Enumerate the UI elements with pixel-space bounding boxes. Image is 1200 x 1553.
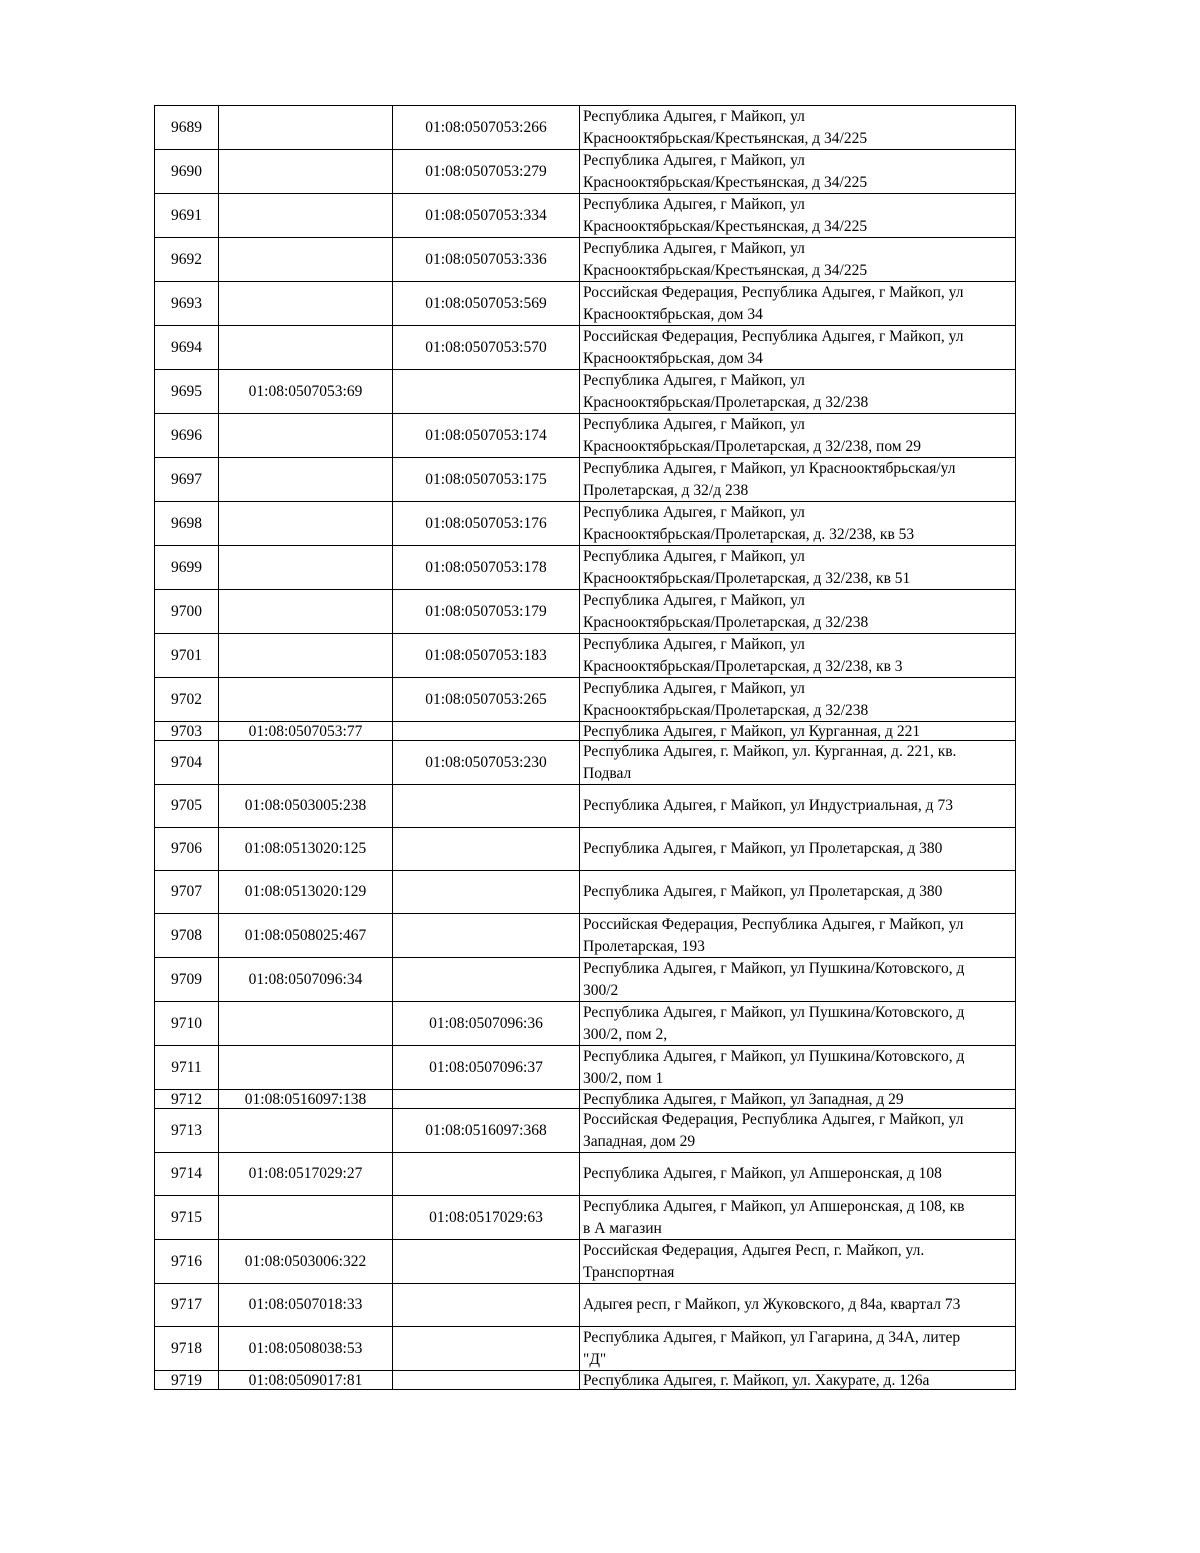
table-row — [155, 1046, 1016, 1090]
address-line: Республика Адыгея, г Майкоп, ул Апшеронская, д 108 — [583, 1165, 942, 1183]
table-row — [155, 1327, 1016, 1371]
object-cadastral-number-cell — [393, 1240, 580, 1284]
land-cadastral-number-cell: 01:08:0513020:129 — [219, 871, 393, 914]
address-line: Республика Адыгея, г Майкоп, ул Пролетарская, д 380 — [583, 883, 943, 901]
address-cell — [580, 1240, 1016, 1284]
object-cadastral-number-cell — [393, 1090, 580, 1109]
object-cadastral-number-cell: 01:08:0507053:176 — [393, 502, 580, 546]
land-cadastral-number-cell: 01:08:0516097:138 — [219, 1090, 393, 1109]
table-row — [155, 722, 1016, 741]
object-cadastral-number-cell: 01:08:0507053:230 — [393, 741, 580, 785]
address-cell — [580, 1046, 1016, 1090]
address-line: Республика Адыгея, г Майкоп, ул — [583, 592, 805, 609]
land-cadastral-number-cell: 01:08:0507096:34 — [219, 958, 393, 1002]
row-number-cell: 9711 — [155, 1046, 219, 1090]
object-cadastral-number-cell — [393, 828, 580, 871]
address-cell — [580, 326, 1016, 370]
address-line: Республика Адыгея, г Майкоп, ул Пушкина/Котовского, д — [583, 1048, 965, 1065]
table-row — [155, 238, 1016, 282]
row-number-cell: 9699 — [155, 546, 219, 590]
row-number-cell: 9694 — [155, 326, 219, 370]
address-line: 300/2, пом 1 — [583, 1069, 664, 1087]
land-cadastral-number-cell — [219, 1046, 393, 1090]
row-number-cell: 9708 — [155, 914, 219, 958]
row-number-cell: 9697 — [155, 458, 219, 502]
object-cadastral-number-cell: 01:08:0507053:174 — [393, 414, 580, 458]
table-row — [155, 678, 1016, 722]
table-row — [155, 958, 1016, 1002]
row-number-cell: 9712 — [155, 1090, 219, 1109]
land-cadastral-number-cell — [219, 1002, 393, 1046]
address-line: Республика Адыгея, г Майкоп, ул — [583, 680, 805, 697]
table-row — [155, 502, 1016, 546]
address-line: Российская Федерация, Республика Адыгея, г Майкоп, ул — [583, 284, 964, 301]
address-line: Республика Адыгея, г. Майкоп, ул. Курганная, д. 221, кв. — [583, 743, 957, 760]
object-cadastral-number-cell: 01:08:0507053:279 — [393, 150, 580, 194]
address-cell — [580, 1090, 1016, 1109]
address-line: Республика Адыгея, г Майкоп, ул Пушкина/Котовского, д — [583, 1004, 965, 1021]
address-cell — [580, 502, 1016, 546]
land-cadastral-number-cell: 01:08:0513020:125 — [219, 828, 393, 871]
address-cell — [580, 1196, 1016, 1240]
address-line: в А магазин — [583, 1219, 662, 1237]
land-cadastral-number-cell — [219, 502, 393, 546]
address-line: Республика Адыгея, г Майкоп, ул — [583, 416, 805, 433]
address-line: Адыгея респ, г Майкоп, ул Жуковского, д 84а, квартал 73 — [583, 1296, 961, 1314]
land-cadastral-number-cell — [219, 326, 393, 370]
address-line: Краснооктябрьская/Пролетарская, д 32/238, кв 51 — [583, 569, 911, 587]
table-row — [155, 634, 1016, 678]
land-cadastral-number-cell — [219, 741, 393, 785]
address-cell — [580, 958, 1016, 1002]
address-cell — [580, 871, 1016, 914]
address-line: 300/2, пом 2, — [583, 1025, 668, 1043]
object-cadastral-number-cell: 01:08:0507053:336 — [393, 238, 580, 282]
address-line: Российская Федерация, Республика Адыгея, г Майкоп, ул — [583, 328, 964, 345]
address-cell — [580, 282, 1016, 326]
object-cadastral-number-cell — [393, 1327, 580, 1371]
address-line: Республика Адыгея, г Майкоп, ул — [583, 240, 805, 257]
row-number-cell: 9718 — [155, 1327, 219, 1371]
address-cell — [580, 150, 1016, 194]
land-cadastral-number-cell — [219, 238, 393, 282]
table-row — [155, 914, 1016, 958]
row-number-cell: 9707 — [155, 871, 219, 914]
address-line: Подвал — [583, 764, 632, 782]
address-cell — [580, 414, 1016, 458]
address-line: Западная, дом 29 — [583, 1132, 696, 1150]
address-line: Краснооктябрьская/Крестьянская, д 34/225 — [583, 129, 868, 147]
table-row — [155, 871, 1016, 914]
land-cadastral-number-cell: 01:08:0509017:81 — [219, 1371, 393, 1390]
address-line: Краснооктябрьская/Пролетарская, д 32/238, кв 3 — [583, 657, 903, 675]
row-number-cell: 9689 — [155, 106, 219, 150]
row-number-cell: 9716 — [155, 1240, 219, 1284]
address-cell — [580, 1153, 1016, 1196]
object-cadastral-number-cell — [393, 722, 580, 741]
table-row — [155, 1196, 1016, 1240]
address-line: Республика Адыгея, г Майкоп, ул — [583, 152, 805, 169]
row-number-cell: 9703 — [155, 722, 219, 741]
address-cell — [580, 546, 1016, 590]
table-row — [155, 590, 1016, 634]
object-cadastral-number-cell — [393, 1153, 580, 1196]
address-line: Краснооктябрьская/Пролетарская, д 32/238, пом 29 — [583, 437, 921, 455]
object-cadastral-number-cell: 01:08:0507053:570 — [393, 326, 580, 370]
address-cell — [580, 370, 1016, 414]
row-number-cell: 9701 — [155, 634, 219, 678]
row-number-cell: 9713 — [155, 1109, 219, 1153]
address-cell — [580, 741, 1016, 785]
land-cadastral-number-cell — [219, 546, 393, 590]
row-number-cell: 9704 — [155, 741, 219, 785]
table-row — [155, 194, 1016, 238]
address-cell — [580, 1002, 1016, 1046]
table-row — [155, 1090, 1016, 1109]
address-cell — [580, 914, 1016, 958]
row-number-cell: 9705 — [155, 785, 219, 828]
land-cadastral-number-cell: 01:08:0507018:33 — [219, 1284, 393, 1327]
address-line: Российская Федерация, Республика Адыгея, г Майкоп, ул — [583, 916, 964, 933]
address-line: Краснооктябрьская/Крестьянская, д 34/225 — [583, 173, 868, 191]
address-line: Республика Адыгея, г Майкоп, ул — [583, 548, 805, 565]
object-cadastral-number-cell: 01:08:0516097:368 — [393, 1109, 580, 1153]
row-number-cell: 9698 — [155, 502, 219, 546]
object-cadastral-number-cell: 01:08:0507053:178 — [393, 546, 580, 590]
row-number-cell: 9700 — [155, 590, 219, 634]
address-line: Республика Адыгея, г Майкоп, ул Индустриальная, д 73 — [583, 797, 953, 815]
address-line: Краснооктябрьская, дом 34 — [583, 349, 763, 367]
object-cadastral-number-cell — [393, 1371, 580, 1390]
object-cadastral-number-cell — [393, 1284, 580, 1327]
table-row — [155, 1284, 1016, 1327]
address-line: Республика Адыгея, г Майкоп, ул — [583, 636, 805, 653]
address-cell — [580, 828, 1016, 871]
object-cadastral-number-cell: 01:08:0507053:179 — [393, 590, 580, 634]
address-cell — [580, 1327, 1016, 1371]
land-cadastral-number-cell: 01:08:0503006:322 — [219, 1240, 393, 1284]
table-row — [155, 785, 1016, 828]
address-line: Республика Адыгея, г Майкоп, ул Краснооктябрьская/ул — [583, 460, 956, 477]
land-cadastral-number-cell: 01:08:0507053:77 — [219, 722, 393, 741]
row-number-cell: 9702 — [155, 678, 219, 722]
object-cadastral-number-cell: 01:08:0507053:265 — [393, 678, 580, 722]
row-number-cell: 9690 — [155, 150, 219, 194]
land-cadastral-number-cell: 01:08:0503005:238 — [219, 785, 393, 828]
address-line: Пролетарская, д 32/д 238 — [583, 481, 749, 499]
address-line: "Д" — [583, 1350, 607, 1368]
land-cadastral-number-cell — [219, 678, 393, 722]
table-row — [155, 1240, 1016, 1284]
row-number-cell: 9714 — [155, 1153, 219, 1196]
address-cell — [580, 106, 1016, 150]
object-cadastral-number-cell: 01:08:0507053:175 — [393, 458, 580, 502]
address-line: Краснооктябрьская/Крестьянская, д 34/225 — [583, 217, 868, 235]
object-cadastral-number-cell — [393, 914, 580, 958]
object-cadastral-number-cell: 01:08:0507096:37 — [393, 1046, 580, 1090]
row-number-cell: 9693 — [155, 282, 219, 326]
land-cadastral-number-cell — [219, 458, 393, 502]
table-row — [155, 106, 1016, 150]
table-row — [155, 150, 1016, 194]
address-cell — [580, 678, 1016, 722]
address-cell — [580, 458, 1016, 502]
address-cell — [580, 1371, 1016, 1390]
land-cadastral-number-cell: 01:08:0507053:69 — [219, 370, 393, 414]
address-line: Республика Адыгея, г Майкоп, ул Курганная, д 221 — [583, 722, 921, 740]
object-cadastral-number-cell — [393, 370, 580, 414]
land-cadastral-number-cell — [219, 634, 393, 678]
table-row — [155, 326, 1016, 370]
table-row — [155, 828, 1016, 871]
address-line: Республика Адыгея, г Майкоп, ул — [583, 504, 805, 521]
land-cadastral-number-cell — [219, 590, 393, 634]
row-number-cell: 9695 — [155, 370, 219, 414]
table-row — [155, 458, 1016, 502]
address-cell — [580, 590, 1016, 634]
address-line: Республика Адыгея, г Майкоп, ул Пушкина/Котовского, д — [583, 960, 965, 977]
address-line: Краснооктябрьская/Пролетарская, д 32/238 — [583, 393, 869, 411]
row-number-cell: 9709 — [155, 958, 219, 1002]
table-row — [155, 546, 1016, 590]
address-line: Республика Адыгея, г. Майкоп, ул. Хакурате, д. 126а — [583, 1371, 930, 1389]
table-row — [155, 282, 1016, 326]
object-cadastral-number-cell: 01:08:0507053:266 — [393, 106, 580, 150]
table-row — [155, 1371, 1016, 1390]
table-row — [155, 1109, 1016, 1153]
cadastral-table — [154, 105, 1016, 1390]
row-number-cell: 9717 — [155, 1284, 219, 1327]
object-cadastral-number-cell: 01:08:0517029:63 — [393, 1196, 580, 1240]
address-line: Транспортная — [583, 1263, 675, 1281]
address-cell — [580, 785, 1016, 828]
address-line: 300/2 — [583, 981, 619, 999]
address-cell — [580, 238, 1016, 282]
land-cadastral-number-cell: 01:08:0508038:53 — [219, 1327, 393, 1371]
object-cadastral-number-cell: 01:08:0507053:183 — [393, 634, 580, 678]
address-line: Республика Адыгея, г Майкоп, ул — [583, 372, 805, 389]
object-cadastral-number-cell — [393, 785, 580, 828]
object-cadastral-number-cell — [393, 958, 580, 1002]
address-line: Краснооктябрьская/Пролетарская, д 32/238 — [583, 613, 869, 631]
address-cell — [580, 194, 1016, 238]
address-line: Российская Федерация, Республика Адыгея, г Майкоп, ул — [583, 1111, 964, 1128]
row-number-cell: 9715 — [155, 1196, 219, 1240]
table-body — [155, 106, 1016, 1390]
address-cell — [580, 1284, 1016, 1327]
land-cadastral-number-cell — [219, 106, 393, 150]
address-line: Краснооктябрьская/Крестьянская, д 34/225 — [583, 261, 868, 279]
land-cadastral-number-cell — [219, 1109, 393, 1153]
object-cadastral-number-cell — [393, 871, 580, 914]
row-number-cell: 9691 — [155, 194, 219, 238]
row-number-cell: 9710 — [155, 1002, 219, 1046]
address-line: Республика Адыгея, г Майкоп, ул Апшеронская, д 108, кв — [583, 1198, 965, 1215]
land-cadastral-number-cell — [219, 282, 393, 326]
object-cadastral-number-cell: 01:08:0507053:569 — [393, 282, 580, 326]
table-row — [155, 414, 1016, 458]
table-row — [155, 370, 1016, 414]
address-line: Краснооктябрьская, дом 34 — [583, 305, 763, 323]
land-cadastral-number-cell: 01:08:0517029:27 — [219, 1153, 393, 1196]
address-cell — [580, 1109, 1016, 1153]
address-line: Республика Адыгея, г Майкоп, ул Пролетарская, д 380 — [583, 840, 943, 858]
land-cadastral-number-cell — [219, 150, 393, 194]
table-row — [155, 1153, 1016, 1196]
address-line: Республика Адыгея, г Майкоп, ул — [583, 108, 805, 125]
land-cadastral-number-cell — [219, 414, 393, 458]
address-line: Краснооктябрьская/Пролетарская, д. 32/238, кв 53 — [583, 525, 915, 543]
row-number-cell: 9696 — [155, 414, 219, 458]
row-number-cell: 9719 — [155, 1371, 219, 1390]
row-number-cell: 9706 — [155, 828, 219, 871]
address-cell — [580, 722, 1016, 741]
table-row — [155, 1002, 1016, 1046]
land-cadastral-number-cell — [219, 194, 393, 238]
row-number-cell: 9692 — [155, 238, 219, 282]
address-line: Краснооктябрьская/Пролетарская, д 32/238 — [583, 701, 869, 719]
address-line: Пролетарская, 193 — [583, 937, 705, 955]
address-line: Российская Федерация, Адыгея Респ, г. Майкоп, ул. — [583, 1242, 925, 1259]
object-cadastral-number-cell: 01:08:0507053:334 — [393, 194, 580, 238]
land-cadastral-number-cell — [219, 1196, 393, 1240]
address-line: Республика Адыгея, г Майкоп, ул — [583, 196, 805, 213]
address-cell — [580, 634, 1016, 678]
address-line: Республика Адыгея, г Майкоп, ул Гагарина, д 34А, литер — [583, 1329, 961, 1346]
object-cadastral-number-cell: 01:08:0507096:36 — [393, 1002, 580, 1046]
address-line: Республика Адыгея, г Майкоп, ул Западная, д 29 — [583, 1090, 904, 1108]
land-cadastral-number-cell: 01:08:0508025:467 — [219, 914, 393, 958]
table-row — [155, 741, 1016, 785]
